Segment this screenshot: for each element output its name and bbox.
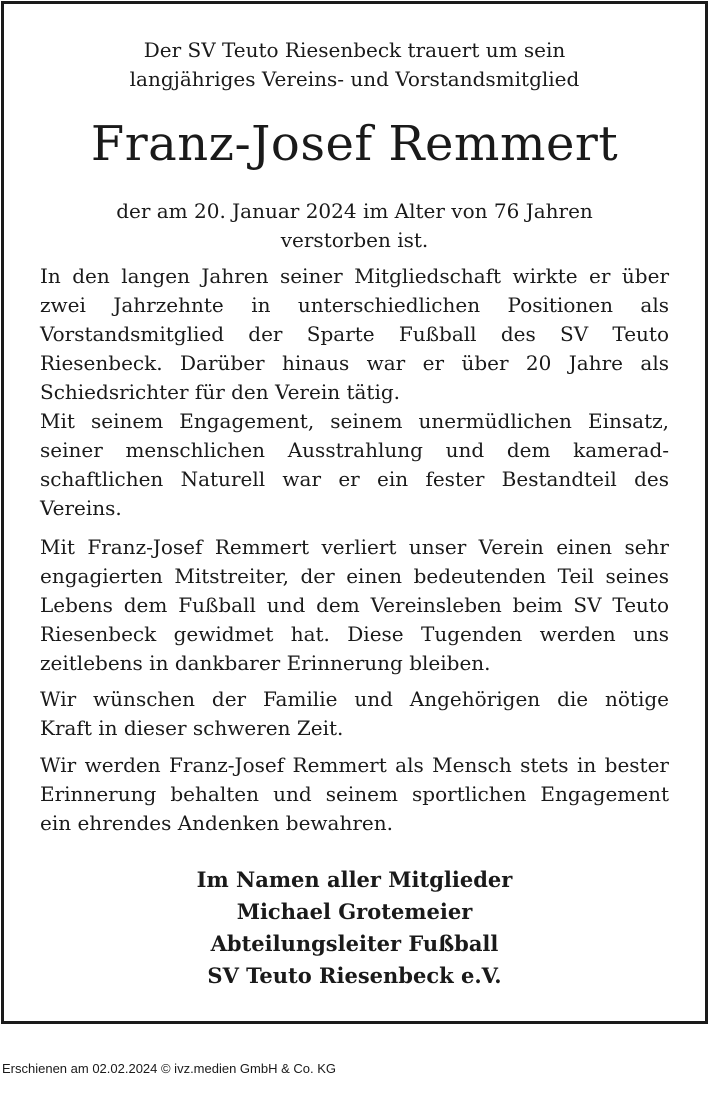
- text-line: Erinnerung behalten und seinem sportlichen Engagement: [40, 782, 669, 806]
- signature-block: [0, 864, 709, 992]
- paragraph-remembrance: [40, 751, 669, 838]
- intro-line: Der SV Teuto Riesenbeck trauert um sein: [143, 38, 566, 62]
- text-line: Wir wünschen der Familie und Angehörigen die nötige: [40, 687, 669, 711]
- text-line: Vorstandsmitglied der Sparte Fußball des SV Teuto: [40, 322, 669, 346]
- text-line: Riesenbeck gewidmet hat. Diese Tugenden werden uns: [40, 622, 669, 646]
- death-notice-line: der am 20. Januar 2024 im Alter von 76 Jahren: [116, 199, 593, 223]
- death-notice-line: verstorben ist.: [280, 228, 429, 252]
- text-line: Schiedsrichter für den Verein tätig.: [40, 380, 401, 404]
- text-line: Mit seinem Engagement, seinem unermüdlichen Einsatz,: [40, 409, 669, 433]
- deceased-name: Franz-Josef Remmert: [90, 116, 619, 172]
- text-line: seiner menschlichen Ausstrahlung und dem kamerad-: [40, 438, 669, 462]
- paragraph-condolence: [40, 685, 669, 743]
- publication-footer: Erschienen am 02.02.2024 © ivz.medien GmbH & Co. KG: [2, 1061, 337, 1076]
- text-line: Riesenbeck. Darüber hinaus war er über 20 Jahre als: [40, 351, 669, 375]
- paragraph-loss: [40, 533, 669, 678]
- text-line: ein ehrendes Andenken bewahren.: [40, 811, 393, 835]
- paragraph-tribute: [40, 262, 669, 523]
- signature-line: Im Namen aller Mitglieder: [196, 867, 513, 892]
- text-line: Mit Franz-Josef Remmert verliert unser Verein einen sehr: [40, 535, 669, 559]
- death-notice: [0, 197, 709, 255]
- signature-club: SV Teuto Riesenbeck e.V.: [207, 963, 502, 988]
- intro-line: langjähriges Vereins- und Vorstandsmitglied: [129, 67, 580, 91]
- text-line: engagierten Mitstreiter, der einen bedeutenden Teil seines: [40, 564, 669, 588]
- text-line: Wir werden Franz-Josef Remmert als Mensch stets in bester: [40, 753, 669, 777]
- text-line: schaftlichen Naturell war er ein fester Bestandteil des: [40, 467, 669, 491]
- intro-text: [0, 36, 709, 94]
- text-line: Vereins.: [40, 496, 122, 520]
- text-line: In den langen Jahren seiner Mitgliedschaft wirkte er über: [40, 264, 669, 288]
- signature-role: Abteilungsleiter Fußball: [210, 931, 499, 956]
- signature-name: Michael Grotemeier: [236, 899, 473, 924]
- text-line: zwei Jahrzehnte in unterschiedlichen Positionen als: [40, 293, 669, 317]
- text-line: Kraft in dieser schweren Zeit.: [40, 716, 344, 740]
- text-line: Lebens dem Fußball und dem Vereinsleben beim SV Teuto: [40, 593, 669, 617]
- text-line: zeitlebens in dankbarer Erinnerung bleiben.: [40, 651, 491, 675]
